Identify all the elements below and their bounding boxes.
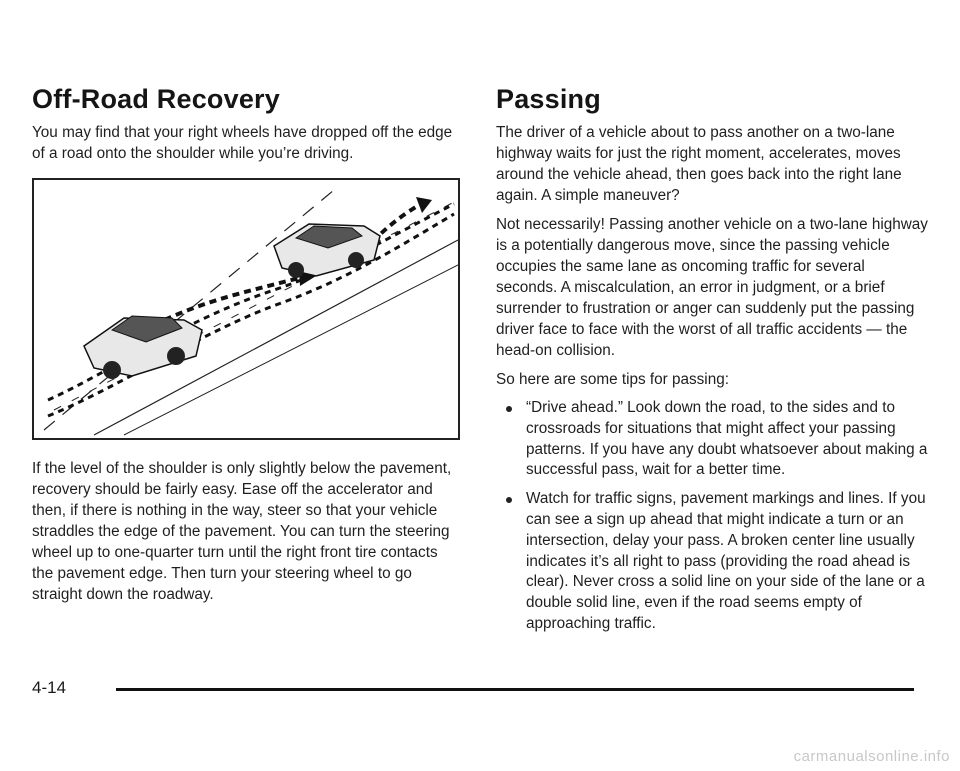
car-rear-icon — [84, 316, 202, 379]
page-footer — [0, 676, 960, 706]
section-title-off-road-recovery: Off-Road Recovery — [32, 84, 280, 114]
list-item-text: Watch for traffic signs, pavement markings and lines. If you can see a sign up ahead that might indicate a turn or an intersection, delay your pass. A broken center line usually indicates it’s all right to pass (providing the road ahead is clear). Never cross a solid line on your side of the lane or a double solid line, even if the road seems empty of approaching traffic. — [526, 490, 926, 632]
passing-paragraph-1: The driver of a vehicle about to pass another on a two-lane highway waits for just the right moment, accelerates, moves around the vehicle ahead, then goes back into the right lane again. A simple maneuver? — [496, 124, 902, 204]
off-road-recovery-illustration — [32, 178, 460, 440]
bullet-icon — [506, 406, 512, 412]
left-column — [32, 84, 462, 605]
recovery-instructions-paragraph: If the level of the shoulder is only slightly below the pavement, recovery should be fairly easy. Ease off the accelerator and then, if there is nothing in the way, steer so that your vehicle straddles the edge of the pavement. You can turn the steering wheel up to one-quarter turn until the right front tire contacts the pavement edge. Then turn your steering wheel to go straight down the roadway. — [32, 460, 452, 603]
intro-paragraph: You may find that your right wheels have dropped off the edge of a road onto the shoulder while you’re driving. — [32, 124, 453, 162]
footer-rule — [116, 688, 914, 691]
right-column — [496, 84, 928, 643]
page-number: 4-14 — [32, 678, 67, 697]
list-item — [496, 398, 928, 481]
bullet-icon — [506, 497, 512, 503]
watermark: carmanualsonline.info — [793, 748, 950, 765]
list-item-text: “Drive ahead.” Look down the road, to the sides and to crossroads for situations that might affect your passing patterns. If you have any doubt whatsoever about making a successful pass, wait for a better time. — [526, 399, 928, 479]
passing-paragraph-3: So here are some tips for passing: — [496, 371, 729, 388]
passing-paragraph-2: Not necessarily! Passing another vehicle on a two-lane highway is a potentially dangerous move, since the passing vehicle occupies the same lane as oncoming traffic for several seconds. A miscalculation, an error in judgment, or a brief surrender to frustration or anger can suddenly put the passing driver face to face with the worst of all traffic accidents — the head-on collision. — [496, 216, 928, 359]
passing-tips-list — [496, 398, 928, 635]
road-illustration-svg — [34, 180, 458, 438]
section-title-passing: Passing — [496, 84, 601, 114]
car-front-icon — [274, 224, 380, 278]
list-item — [496, 489, 928, 635]
